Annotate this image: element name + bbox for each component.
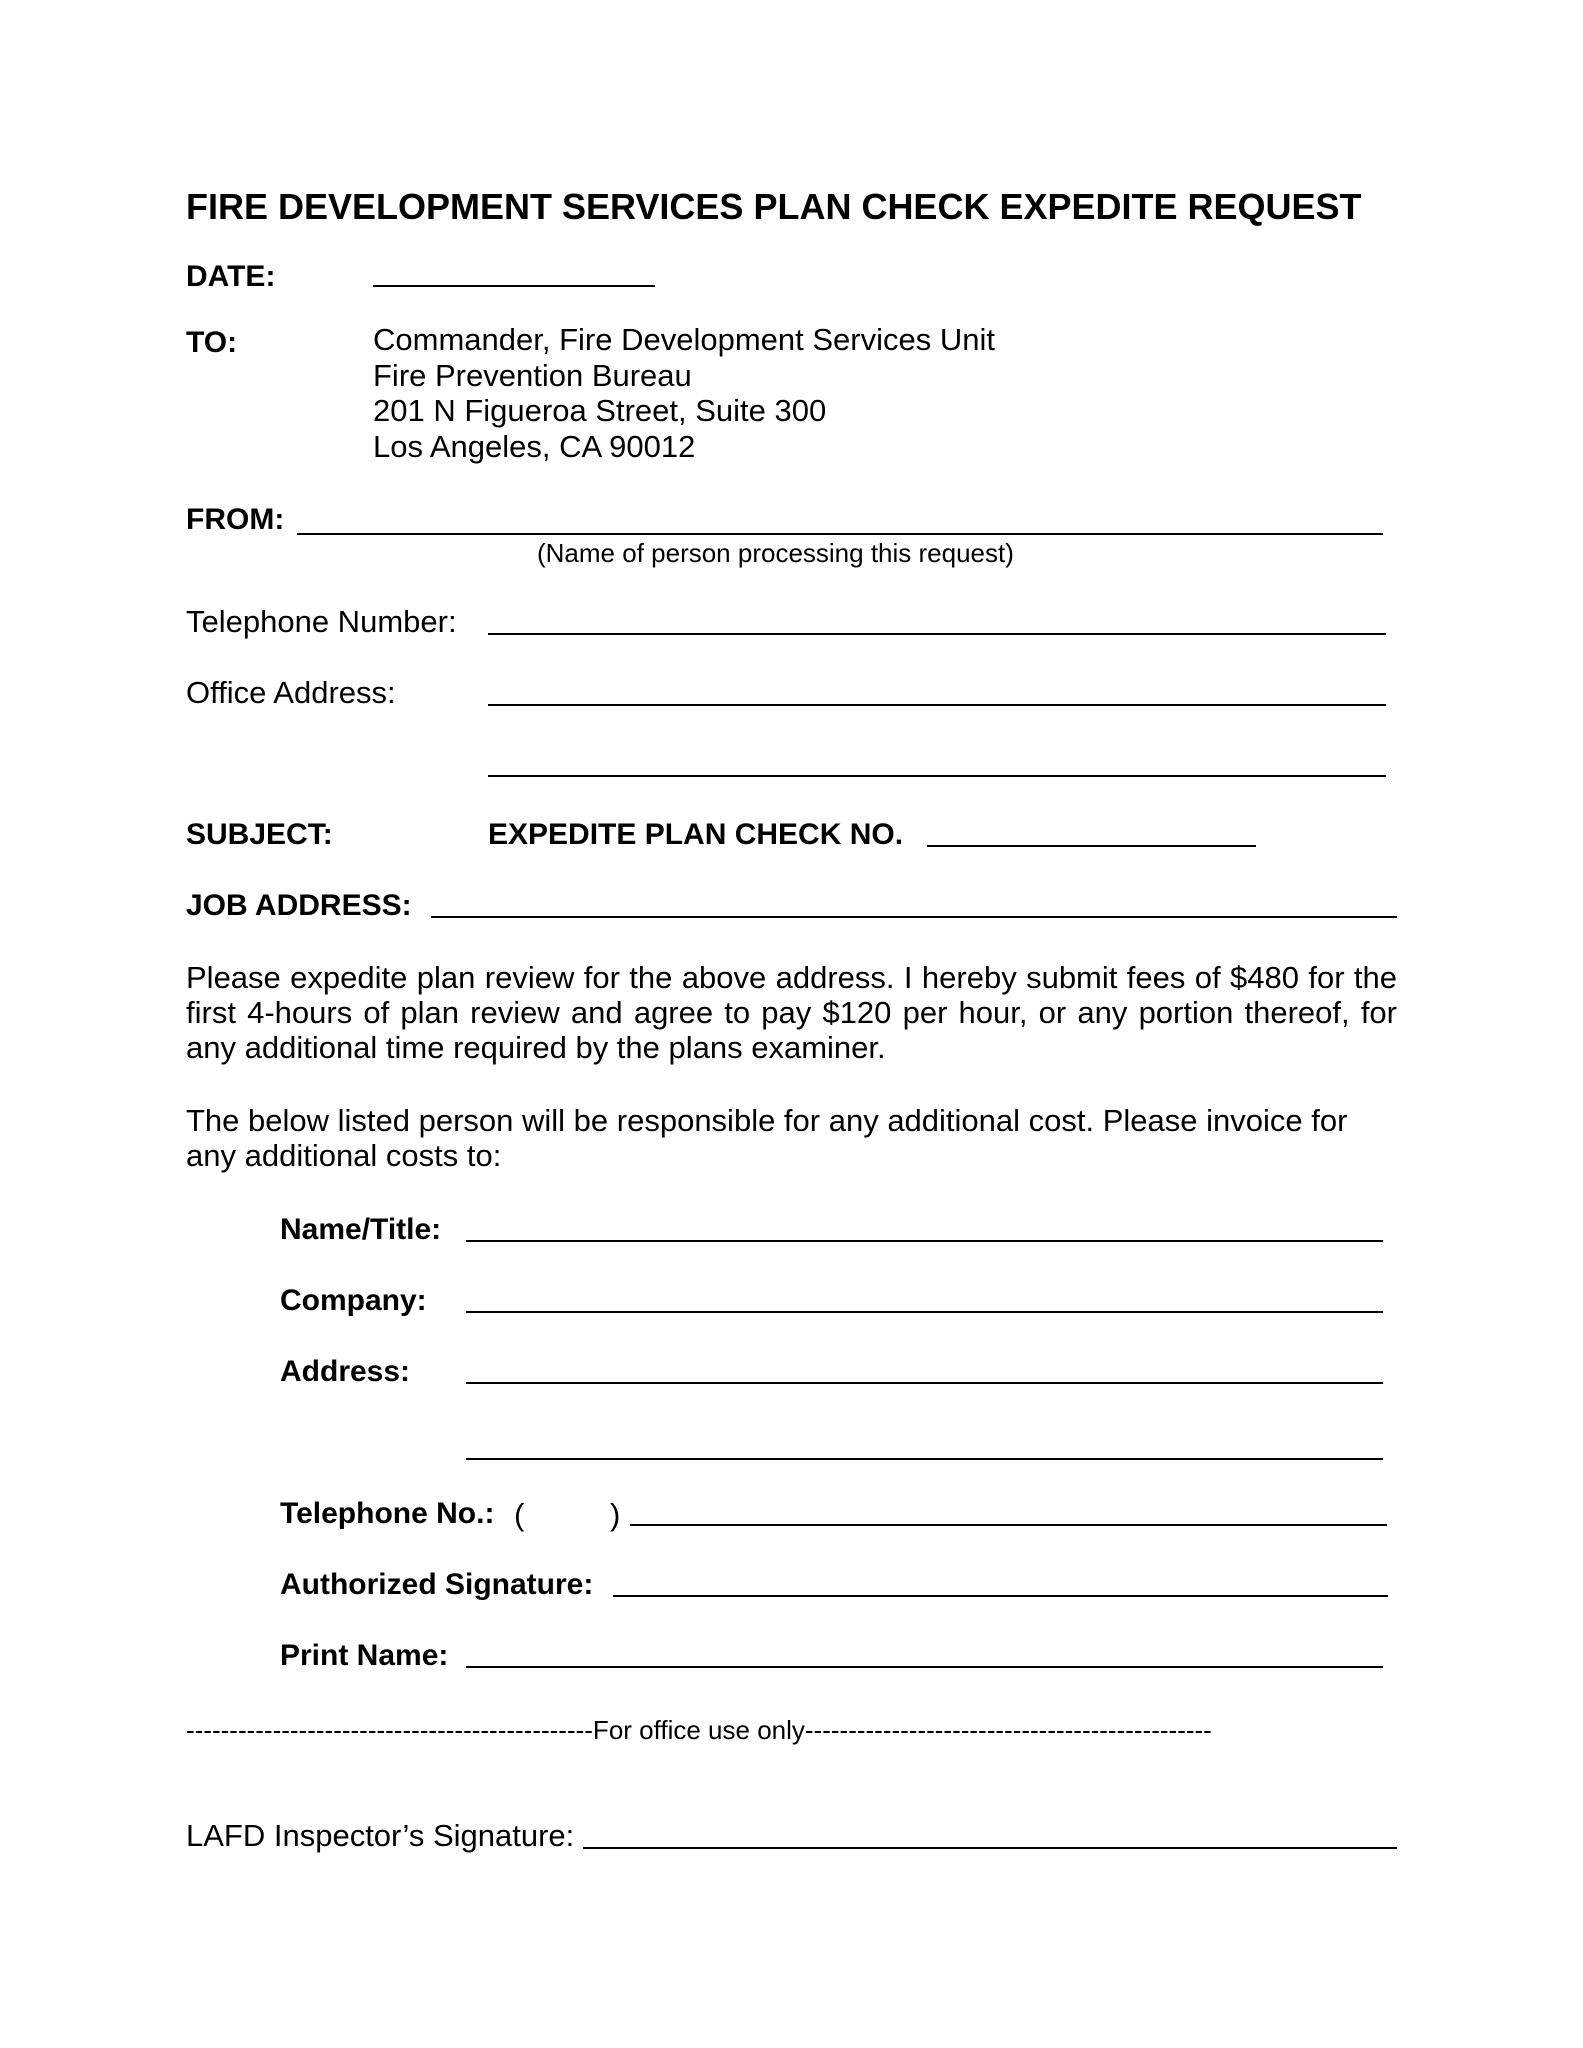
name-title-label: Name/Title: [280, 1213, 442, 1246]
office-address-field-2[interactable] [488, 775, 1386, 777]
office-address-label: Office Address: [186, 675, 396, 710]
to-address-block [373, 322, 995, 464]
office-use-divider: -----------------------------------------------For office use only----------------------------------------------- [186, 1715, 1212, 1745]
invoice-telephone-field[interactable] [630, 1524, 1387, 1526]
telephone-number-label: Telephone Number: [186, 604, 457, 639]
subject-label: SUBJECT: [186, 818, 333, 851]
authorized-signature-label: Authorized Signature: [280, 1568, 594, 1601]
inspector-signature-field[interactable] [583, 1847, 1397, 1849]
area-code-field[interactable] [524, 1524, 606, 1526]
fee-agreement-paragraph: Please expedite plan review for the above address. I hereby submit fees of $480 for the first 4-hours of plan review and agree to pay $120 per hour, or any portion thereof, for any additional time required by the plans examiner. [186, 960, 1397, 1065]
from-label: FROM: [186, 503, 285, 536]
date-field[interactable] [373, 285, 655, 287]
to-address-line: Commander, Fire Development Services Unit [373, 322, 995, 357]
to-address-line: 201 N Figueroa Street, Suite 300 [373, 393, 827, 428]
print-name-field[interactable] [466, 1666, 1383, 1668]
job-address-label: JOB ADDRESS: [186, 889, 412, 922]
invoice-telephone-label: Telephone No.: [280, 1497, 495, 1530]
job-address-field[interactable] [431, 916, 1397, 918]
invoice-address-label: Address: [280, 1355, 411, 1388]
area-code-close-paren: ) [610, 1497, 621, 1532]
to-address-line: Fire Prevention Bureau [373, 357, 692, 393]
telephone-number-field[interactable] [488, 633, 1386, 635]
to-address-line: Los Angeles, CA 90012 [373, 428, 696, 464]
date-label: DATE: [186, 260, 276, 293]
invoice-address-field-2[interactable] [466, 1458, 1383, 1460]
invoice-instructions-paragraph: The below listed person will be responsible for any additional cost. Please invoice for any additional costs to: [186, 1103, 1348, 1173]
to-label: TO: [186, 326, 238, 359]
from-field[interactable] [297, 533, 1383, 535]
inspector-signature-label: LAFD Inspector’s Signature: [186, 1818, 575, 1853]
name-title-field[interactable] [466, 1240, 1383, 1242]
from-hint: (Name of person processing this request) [537, 538, 1014, 568]
plan-check-number-field[interactable] [927, 845, 1256, 847]
area-code-open-paren: ( [514, 1497, 525, 1532]
office-address-field-1[interactable] [488, 704, 1386, 706]
subject-text: EXPEDITE PLAN CHECK NO. [488, 818, 904, 851]
form-title: FIRE DEVELOPMENT SERVICES PLAN CHECK EXPEDITE REQUEST [186, 186, 1362, 227]
company-label: Company: [280, 1284, 427, 1317]
authorized-signature-field[interactable] [613, 1595, 1388, 1597]
invoice-address-field-1[interactable] [466, 1382, 1383, 1384]
print-name-label: Print Name: [280, 1639, 449, 1672]
company-field[interactable] [466, 1311, 1383, 1313]
